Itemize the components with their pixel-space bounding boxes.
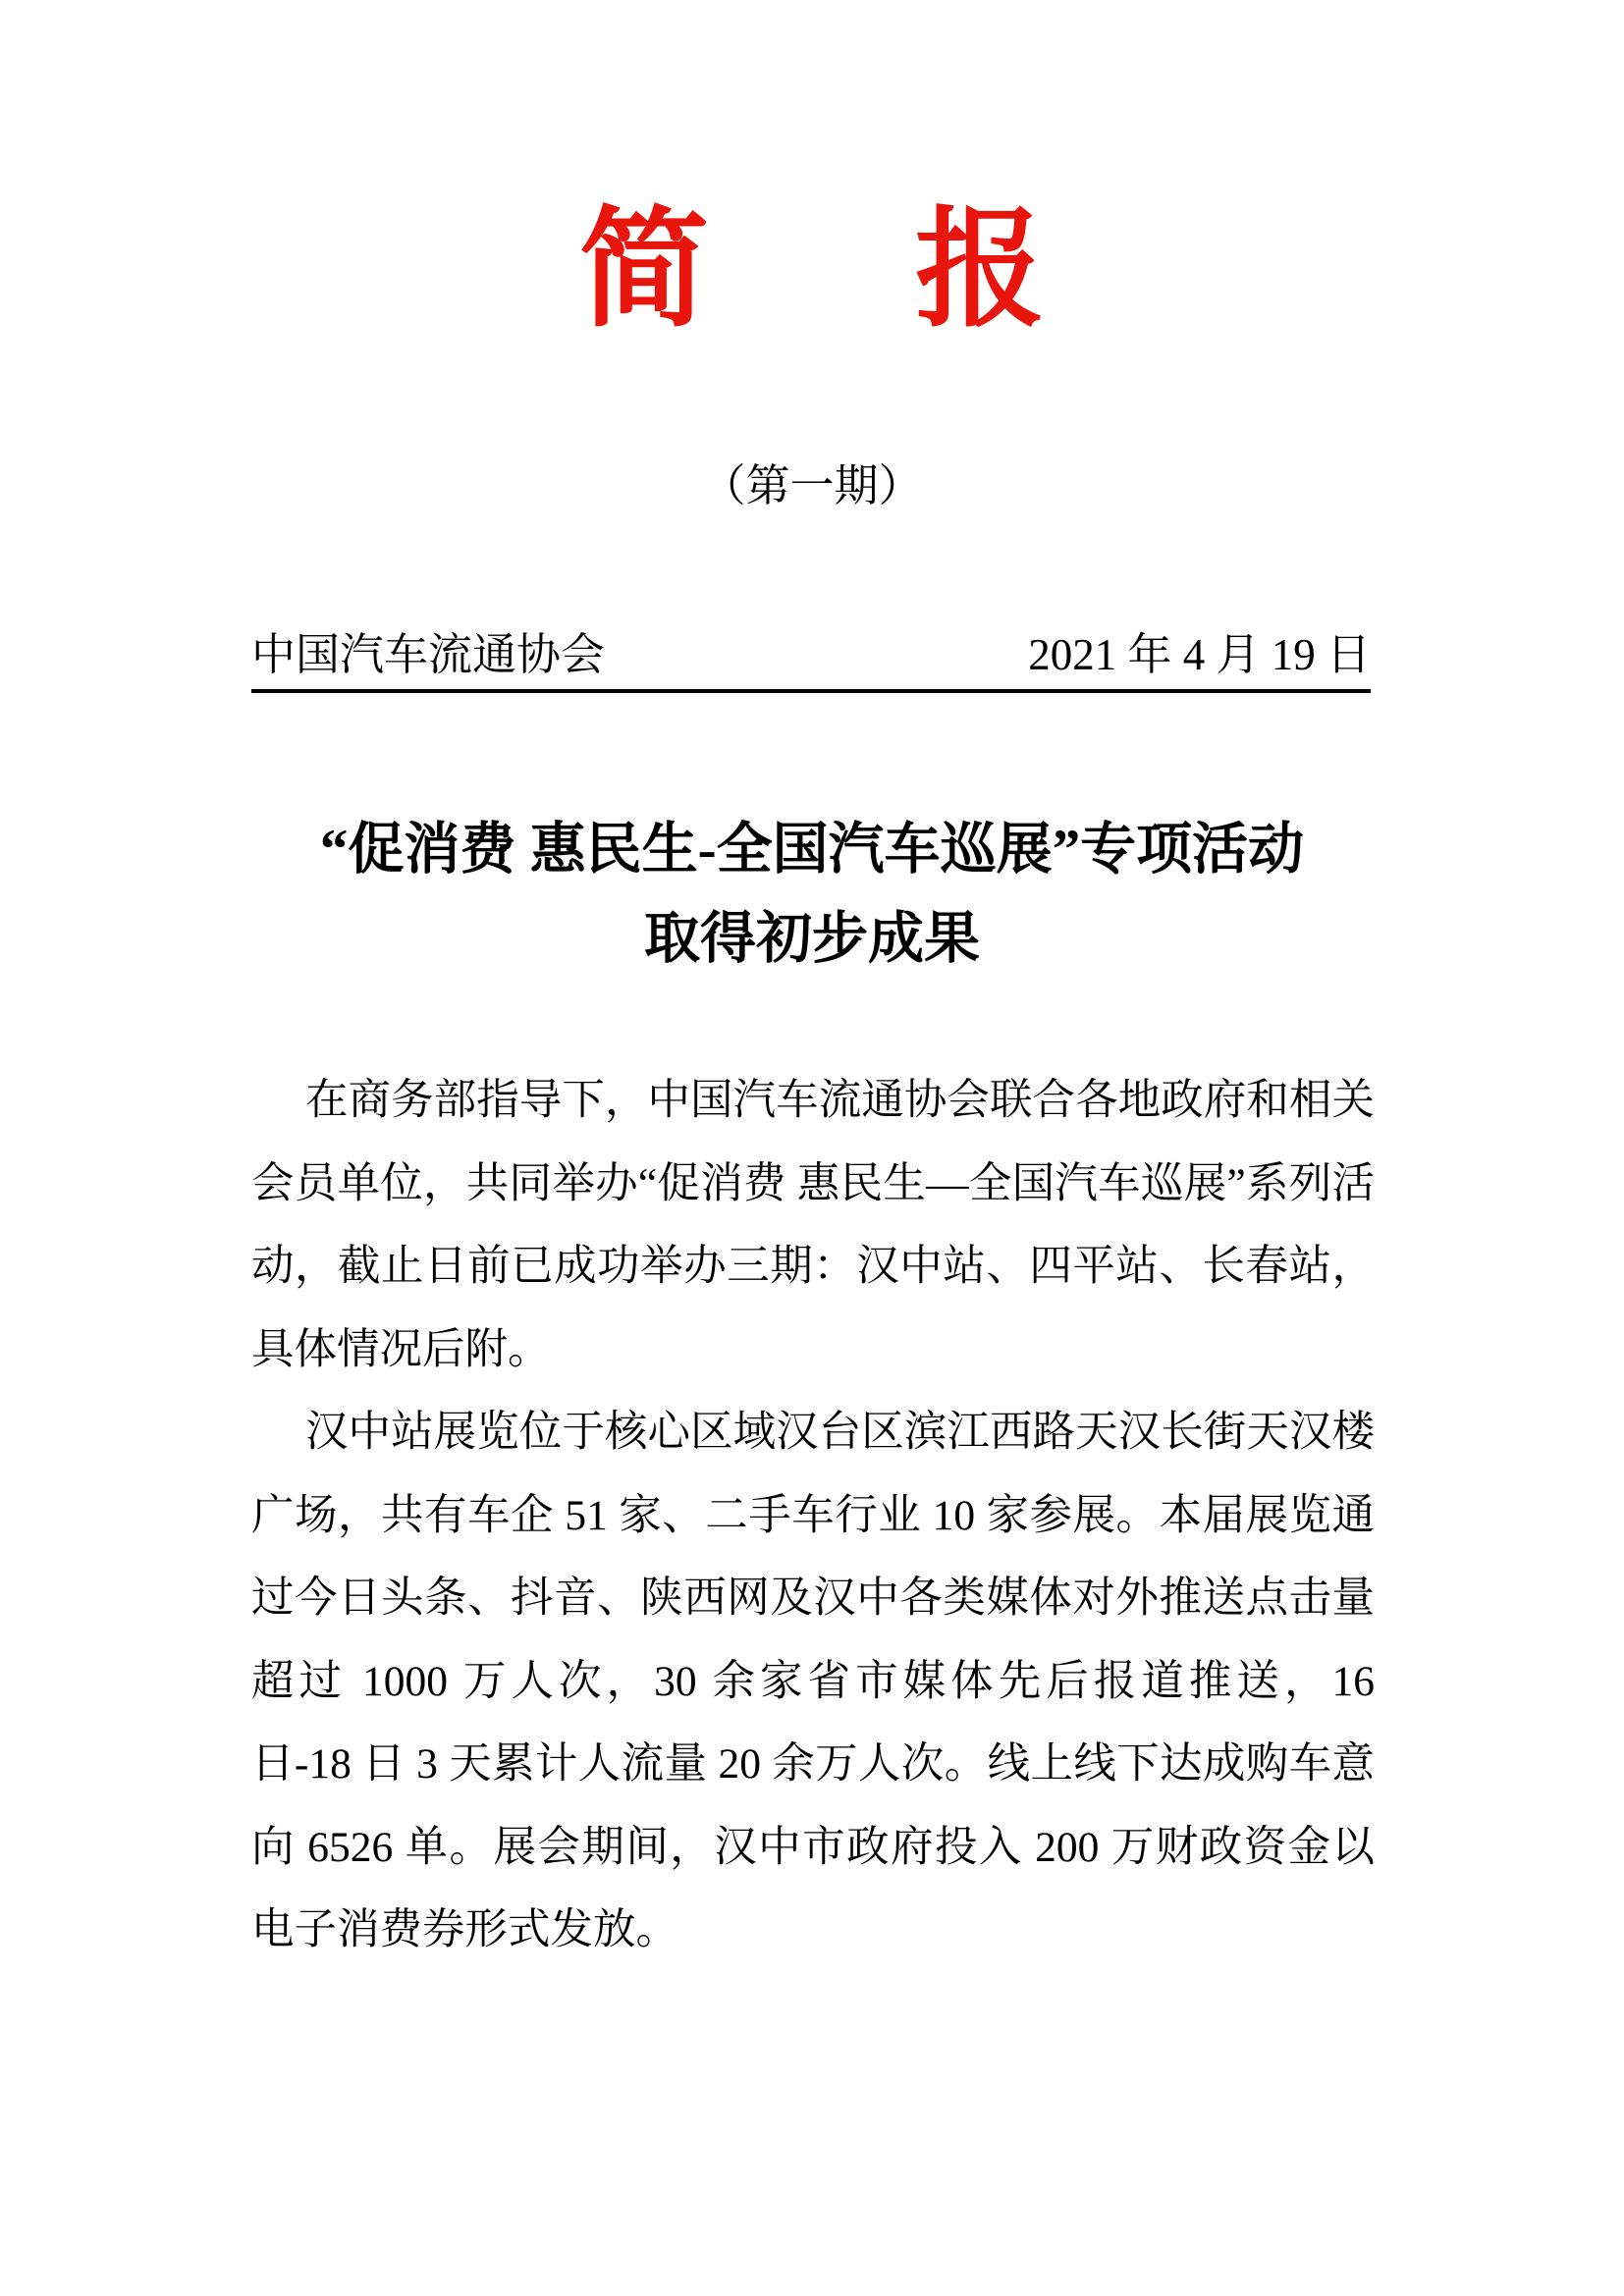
- article-heading: [125, 805, 1499, 984]
- issue-label: （第一期）: [701, 461, 923, 510]
- article-body: [251, 1059, 1375, 1972]
- article-heading-line2: 取得初步成果: [644, 908, 980, 970]
- issue-date: 2021 年 4 月 19 日: [1028, 630, 1371, 679]
- document-title: [0, 198, 1624, 343]
- body-paragraph-1: 在商务部指导下，中国汽车流通协会联合各地政府和相关会员单位，共同举办“促消费 惠民生—全国汽车巡展”系列活动，截止日前已成功举办三期：汉中站、四平站、长春站，具体情况后附。: [251, 1077, 1375, 1373]
- document-title-char-left: 简: [579, 198, 709, 343]
- org-date-row: [251, 628, 1371, 693]
- document-title-char-right: 报: [915, 198, 1045, 343]
- body-paragraph-2: 汉中站展览位于核心区域汉台区滨江西路天汉长街天汉楼广场，共有车企 51 家、二手车行业 10 家参展。本届展览通过今日头条、抖音、陕西网及汉中各类媒体对外推送点击量超过 1000 万人次，30 余家省市媒体先后报道推送，16 日-18 日 3 天累计人流量 20 余万人次。线上线下达成购车意向 6526 单。展会期间，汉中市政府投入 200 万财政资金以电子消费券形式发放。: [251, 1409, 1375, 1953]
- organization-name: 中国汽车流通协会: [251, 630, 606, 679]
- article-heading-line1: “促消费 惠民生-全国汽车巡展”专项活动: [319, 819, 1305, 881]
